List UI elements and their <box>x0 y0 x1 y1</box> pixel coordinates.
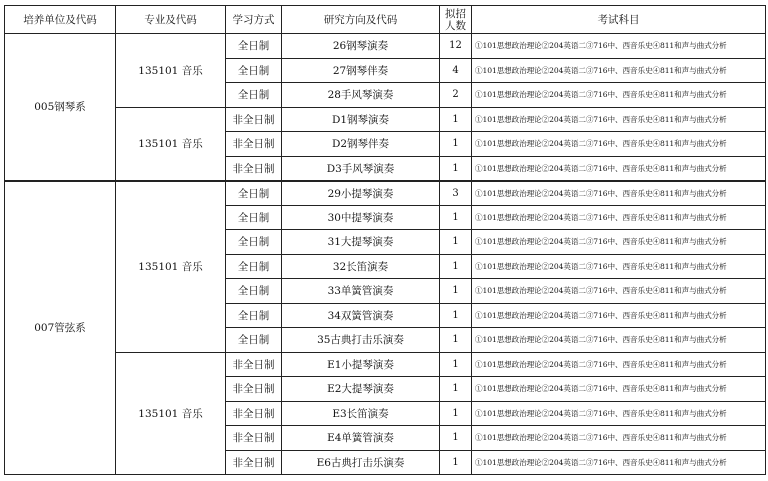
quota-cell: 1 <box>440 352 472 377</box>
quota-cell: 4 <box>440 58 472 83</box>
header-mode: 学习方式 <box>226 6 282 34</box>
quota-cell: 1 <box>440 426 472 451</box>
table-row <box>5 181 766 206</box>
quota-cell: 3 <box>440 181 472 206</box>
exam-cell: ①101思想政治理论②204英语二③716中、西音乐史④811和声与曲式分析 <box>472 205 766 230</box>
mode-cell: 全日制 <box>226 83 282 108</box>
direction-cell: D1钢琴演奏 <box>282 107 440 132</box>
mode-cell: 非全日制 <box>226 377 282 402</box>
mode-cell: 全日制 <box>226 58 282 83</box>
header-quota <box>440 6 472 34</box>
mode-cell: 全日制 <box>226 230 282 255</box>
direction-cell: 30中提琴演奏 <box>282 205 440 230</box>
mode-cell: 全日制 <box>226 205 282 230</box>
header-exam: 考试科目 <box>472 6 766 34</box>
direction-cell: E6古典打击乐演奏 <box>282 450 440 475</box>
exam-cell: ①101思想政治理论②204英语二③716中、西音乐史④811和声与曲式分析 <box>472 352 766 377</box>
header-unit: 培养单位及代码 <box>5 6 116 34</box>
mode-cell: 全日制 <box>226 279 282 304</box>
exam-cell: ①101思想政治理论②204英语二③716中、西音乐史④811和声与曲式分析 <box>472 450 766 475</box>
direction-cell: 26钢琴演奏 <box>282 34 440 59</box>
mode-cell: 全日制 <box>226 328 282 353</box>
quota-cell: 1 <box>440 303 472 328</box>
quota-cell: 1 <box>440 156 472 181</box>
unit-cell-strings: 007管弦系 <box>5 181 116 475</box>
mode-cell: 全日制 <box>226 181 282 206</box>
exam-cell: ①101思想政治理论②204英语二③716中、西音乐史④811和声与曲式分析 <box>472 279 766 304</box>
quota-cell: 1 <box>440 205 472 230</box>
quota-cell: 1 <box>440 401 472 426</box>
table-row <box>5 352 766 377</box>
major-cell: 135101 音乐 <box>116 352 226 475</box>
exam-cell: ①101思想政治理论②204英语二③716中、西音乐史④811和声与曲式分析 <box>472 83 766 108</box>
direction-cell: D2钢琴伴奏 <box>282 132 440 157</box>
header-major: 专业及代码 <box>116 6 226 34</box>
direction-cell: E2大提琴演奏 <box>282 377 440 402</box>
admissions-table <box>4 5 766 475</box>
direction-cell: 29小提琴演奏 <box>282 181 440 206</box>
exam-cell: ①101思想政治理论②204英语二③716中、西音乐史④811和声与曲式分析 <box>472 34 766 59</box>
direction-cell: 28手风琴演奏 <box>282 83 440 108</box>
direction-cell: 33单簧管演奏 <box>282 279 440 304</box>
mode-cell: 非全日制 <box>226 156 282 181</box>
header-direction: 研究方向及代码 <box>282 6 440 34</box>
header-quota-line1: 拟招 <box>445 7 466 20</box>
exam-cell: ①101思想政治理论②204英语二③716中、西音乐史④811和声与曲式分析 <box>472 401 766 426</box>
exam-cell: ①101思想政治理论②204英语二③716中、西音乐史④811和声与曲式分析 <box>472 58 766 83</box>
quota-cell: 1 <box>440 107 472 132</box>
major-cell: 135101 音乐 <box>116 34 226 108</box>
mode-cell: 全日制 <box>226 303 282 328</box>
direction-cell: E4单簧管演奏 <box>282 426 440 451</box>
mode-cell: 非全日制 <box>226 107 282 132</box>
unit-cell-piano: 005钢琴系 <box>5 34 116 181</box>
direction-cell: 27钢琴伴奏 <box>282 58 440 83</box>
direction-cell: 35古典打击乐演奏 <box>282 328 440 353</box>
mode-cell: 全日制 <box>226 34 282 59</box>
direction-cell: 31大提琴演奏 <box>282 230 440 255</box>
exam-cell: ①101思想政治理论②204英语二③716中、西音乐史④811和声与曲式分析 <box>472 107 766 132</box>
mode-cell: 非全日制 <box>226 450 282 475</box>
direction-cell: E1小提琴演奏 <box>282 352 440 377</box>
quota-cell: 1 <box>440 377 472 402</box>
table-row <box>5 34 766 59</box>
exam-cell: ①101思想政治理论②204英语二③716中、西音乐史④811和声与曲式分析 <box>472 132 766 157</box>
direction-cell: D3手风琴演奏 <box>282 156 440 181</box>
table-row <box>5 107 766 132</box>
header-row <box>5 6 766 34</box>
quota-cell: 2 <box>440 83 472 108</box>
quota-cell: 12 <box>440 34 472 59</box>
exam-cell: ①101思想政治理论②204英语二③716中、西音乐史④811和声与曲式分析 <box>472 156 766 181</box>
major-cell: 135101 音乐 <box>116 181 226 353</box>
direction-cell: 34双簧管演奏 <box>282 303 440 328</box>
exam-cell: ①101思想政治理论②204英语二③716中、西音乐史④811和声与曲式分析 <box>472 426 766 451</box>
mode-cell: 全日制 <box>226 254 282 279</box>
exam-cell: ①101思想政治理论②204英语二③716中、西音乐史④811和声与曲式分析 <box>472 377 766 402</box>
mode-cell: 非全日制 <box>226 426 282 451</box>
exam-cell: ①101思想政治理论②204英语二③716中、西音乐史④811和声与曲式分析 <box>472 254 766 279</box>
direction-cell: 32长笛演奏 <box>282 254 440 279</box>
quota-cell: 1 <box>440 132 472 157</box>
exam-cell: ①101思想政治理论②204英语二③716中、西音乐史④811和声与曲式分析 <box>472 328 766 353</box>
exam-cell: ①101思想政治理论②204英语二③716中、西音乐史④811和声与曲式分析 <box>472 181 766 206</box>
exam-cell: ①101思想政治理论②204英语二③716中、西音乐史④811和声与曲式分析 <box>472 303 766 328</box>
quota-cell: 1 <box>440 450 472 475</box>
quota-cell: 1 <box>440 328 472 353</box>
quota-cell: 1 <box>440 254 472 279</box>
exam-cell: ①101思想政治理论②204英语二③716中、西音乐史④811和声与曲式分析 <box>472 230 766 255</box>
mode-cell: 非全日制 <box>226 352 282 377</box>
direction-cell: E3长笛演奏 <box>282 401 440 426</box>
quota-cell: 1 <box>440 279 472 304</box>
header-quota-line2: 人数 <box>445 19 466 32</box>
major-cell: 135101 音乐 <box>116 107 226 181</box>
mode-cell: 非全日制 <box>226 401 282 426</box>
mode-cell: 非全日制 <box>226 132 282 157</box>
quota-cell: 1 <box>440 230 472 255</box>
